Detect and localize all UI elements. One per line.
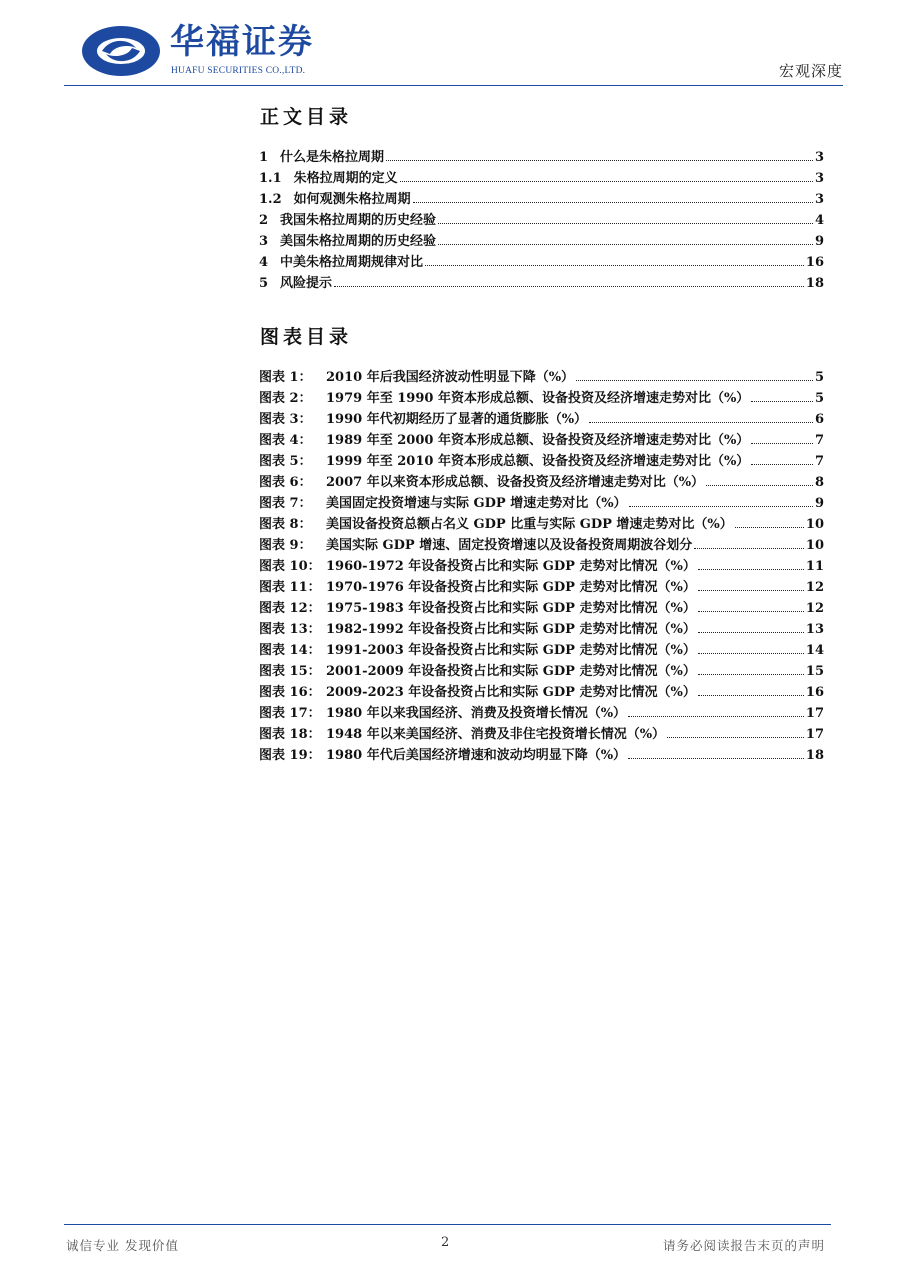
toc-entry-title: 什么是朱格拉周期 bbox=[280, 150, 385, 165]
figure-entry[interactable] bbox=[259, 618, 824, 639]
toc-entry-page: 18 bbox=[805, 276, 824, 291]
figure-entry-number: 图表 7： bbox=[259, 496, 312, 511]
figure-entry-leader-dots bbox=[576, 380, 813, 381]
figure-entry-number: 图表 3： bbox=[259, 412, 312, 427]
figure-entry-page: 6 bbox=[814, 412, 824, 427]
figure-entry-page: 11 bbox=[805, 559, 824, 574]
toc-entry-leader-dots bbox=[438, 244, 813, 245]
figure-entry-number: 图表 16： bbox=[259, 685, 321, 700]
figure-list bbox=[259, 366, 824, 765]
figure-entry-title: 1989 年至 2000 年资本形成总额、设备投资及经济增速走势对比（%） bbox=[326, 433, 750, 448]
figure-entry-number: 图表 6： bbox=[259, 475, 312, 490]
figure-entry-leader-dots bbox=[698, 611, 804, 612]
company-name: 华福证券 bbox=[170, 22, 314, 62]
figure-entry-leader-dots bbox=[694, 548, 804, 549]
toc-entry[interactable] bbox=[259, 167, 824, 188]
toc-entry-leader-dots bbox=[400, 181, 813, 182]
figure-entry[interactable] bbox=[259, 429, 824, 450]
figure-entry-leader-dots bbox=[629, 506, 813, 507]
figure-entry-leader-dots bbox=[628, 758, 804, 759]
figure-entry-number: 图表 18： bbox=[259, 727, 321, 742]
header-divider bbox=[64, 85, 843, 86]
toc-entry-leader-dots bbox=[438, 223, 813, 224]
toc-entry-number: 1.2 bbox=[259, 192, 282, 207]
figure-entry-leader-dots bbox=[751, 401, 813, 402]
toc-list bbox=[259, 146, 824, 293]
figure-entry[interactable] bbox=[259, 366, 824, 387]
figure-entry-page: 9 bbox=[814, 496, 824, 511]
toc-entry-title: 我国朱格拉周期的历史经验 bbox=[280, 213, 437, 228]
figure-entry-leader-dots bbox=[628, 716, 804, 717]
figure-entry-page: 16 bbox=[805, 685, 824, 700]
figure-entry-page: 7 bbox=[814, 433, 824, 448]
figure-entry-number: 图表 1： bbox=[259, 370, 312, 385]
figure-entry-leader-dots bbox=[698, 674, 804, 675]
figure-entry[interactable] bbox=[259, 555, 824, 576]
toc-entry-page: 3 bbox=[814, 171, 824, 186]
figure-entry-number: 图表 11： bbox=[259, 580, 321, 595]
figure-entry-title: 2007 年以来资本形成总额、设备投资及经济增速走势对比（%） bbox=[326, 475, 705, 490]
figure-entry-page: 18 bbox=[805, 748, 824, 763]
toc-entry-title: 风险提示 bbox=[280, 276, 333, 291]
figure-entry-leader-dots bbox=[589, 422, 813, 423]
figure-entry[interactable] bbox=[259, 660, 824, 681]
figure-entry-title: 1970-1976 年设备投资占比和实际 GDP 走势对比情况（%） bbox=[326, 580, 696, 595]
figure-entry[interactable] bbox=[259, 702, 824, 723]
figure-entry[interactable] bbox=[259, 492, 824, 513]
toc-entry[interactable] bbox=[259, 230, 824, 251]
toc-entry[interactable] bbox=[259, 146, 824, 167]
figure-entry-page: 7 bbox=[814, 454, 824, 469]
toc-entry-title: 朱格拉周期的定义 bbox=[293, 171, 398, 186]
figure-entry[interactable] bbox=[259, 387, 824, 408]
figure-entry-number: 图表 9： bbox=[259, 538, 312, 553]
figure-entry-number: 图表 2： bbox=[259, 391, 312, 406]
toc-entry-number: 3 bbox=[259, 234, 269, 249]
figure-entry-title: 1980 年以来我国经济、消费及投资增长情况（%） bbox=[326, 706, 627, 721]
figure-entry-title: 1991-2003 年设备投资占比和实际 GDP 走势对比情况（%） bbox=[326, 643, 696, 658]
toc-heading: 正文目录 bbox=[260, 106, 353, 128]
figure-entry-title: 2009-2023 年设备投资占比和实际 GDP 走势对比情况（%） bbox=[326, 685, 696, 700]
footer-divider bbox=[64, 1224, 831, 1225]
toc-entry[interactable] bbox=[259, 188, 824, 209]
toc-entry-title: 中美朱格拉周期规律对比 bbox=[280, 255, 424, 270]
figure-entry-title: 1975-1983 年设备投资占比和实际 GDP 走势对比情况（%） bbox=[326, 601, 696, 616]
figure-entry-page: 17 bbox=[805, 727, 824, 742]
figure-entry-title: 1948 年以来美国经济、消费及非住宅投资增长情况（%） bbox=[326, 727, 666, 742]
toc-entry-number: 4 bbox=[259, 255, 269, 270]
huafu-logo-icon bbox=[80, 24, 162, 78]
figure-entry-page: 5 bbox=[814, 391, 824, 406]
figure-entry[interactable] bbox=[259, 639, 824, 660]
figure-entry-number: 图表 5： bbox=[259, 454, 312, 469]
figure-entry-leader-dots bbox=[698, 632, 804, 633]
toc-entry-title: 美国朱格拉周期的历史经验 bbox=[280, 234, 437, 249]
figure-entry[interactable] bbox=[259, 681, 824, 702]
figure-entry-number: 图表 8： bbox=[259, 517, 312, 532]
figure-entry[interactable] bbox=[259, 513, 824, 534]
report-category: 宏观深度 bbox=[778, 62, 843, 80]
toc-entry-number: 5 bbox=[259, 276, 269, 291]
figure-entry-leader-dots bbox=[698, 569, 804, 570]
figure-entry-title: 1999 年至 2010 年资本形成总额、设备投资及经济增速走势对比（%） bbox=[326, 454, 750, 469]
figure-entry[interactable] bbox=[259, 576, 824, 597]
figure-entry[interactable] bbox=[259, 471, 824, 492]
figure-entry-page: 13 bbox=[805, 622, 824, 637]
figure-entry-number: 图表 4： bbox=[259, 433, 312, 448]
figure-entry-page: 10 bbox=[805, 517, 824, 532]
figure-entry[interactable] bbox=[259, 723, 824, 744]
figure-list-heading: 图表目录 bbox=[260, 326, 353, 348]
toc-entry-page: 9 bbox=[814, 234, 824, 249]
figure-entry-page: 8 bbox=[814, 475, 824, 490]
figure-entry-title: 2010 年后我国经济波动性明显下降（%） bbox=[326, 370, 575, 385]
figure-entry-page: 12 bbox=[805, 601, 824, 616]
figure-entry-number: 图表 15： bbox=[259, 664, 321, 679]
figure-entry[interactable] bbox=[259, 534, 824, 555]
figure-entry-title: 1960-1972 年设备投资占比和实际 GDP 走势对比情况（%） bbox=[326, 559, 696, 574]
toc-entry-page: 4 bbox=[814, 213, 824, 228]
toc-entry-leader-dots bbox=[413, 202, 813, 203]
figure-entry-leader-dots bbox=[706, 485, 813, 486]
toc-entry-leader-dots bbox=[386, 160, 813, 161]
toc-entry-number: 2 bbox=[259, 213, 269, 228]
figure-entry-number: 图表 17： bbox=[259, 706, 321, 721]
figure-entry-leader-dots bbox=[751, 443, 813, 444]
figure-entry-number: 图表 13： bbox=[259, 622, 321, 637]
figure-entry-number: 图表 12： bbox=[259, 601, 321, 616]
figure-entry[interactable] bbox=[259, 597, 824, 618]
figure-entry-page: 14 bbox=[805, 643, 824, 658]
figure-entry-leader-dots bbox=[698, 653, 804, 654]
toc-entry-title: 如何观测朱格拉周期 bbox=[293, 192, 411, 207]
toc-entry-page: 3 bbox=[814, 192, 824, 207]
figure-entry-number: 图表 19： bbox=[259, 748, 321, 763]
footer-slogan: 诚信专业 发现价值 bbox=[66, 1238, 179, 1253]
figure-entry-title: 美国实际 GDP 增速、固定投资增速以及设备投资周期波谷划分 bbox=[326, 538, 693, 553]
page-number: 2 bbox=[441, 1235, 450, 1250]
figure-entry-leader-dots bbox=[735, 527, 804, 528]
toc-entry[interactable] bbox=[259, 251, 824, 272]
figure-entry-title: 1980 年代后美国经济增速和波动均明显下降（%） bbox=[326, 748, 627, 763]
toc-entry-number: 1.1 bbox=[259, 171, 282, 186]
figure-entry-page: 5 bbox=[814, 370, 824, 385]
figure-entry-leader-dots bbox=[751, 464, 813, 465]
figure-entry-number: 图表 14： bbox=[259, 643, 321, 658]
footer-disclaimer: 请务必阅读报告末页的声明 bbox=[662, 1238, 825, 1253]
figure-entry-title: 2001-2009 年设备投资占比和实际 GDP 走势对比情况（%） bbox=[326, 664, 696, 679]
figure-entry[interactable] bbox=[259, 408, 824, 429]
figure-entry-page: 15 bbox=[805, 664, 824, 679]
figure-entry-title: 1982-1992 年设备投资占比和实际 GDP 走势对比情况（%） bbox=[326, 622, 696, 637]
toc-entry-page: 3 bbox=[814, 150, 824, 165]
company-name-en: HUAFU SECURITIES CO.,LTD. bbox=[171, 66, 306, 76]
figure-entry-page: 12 bbox=[805, 580, 824, 595]
toc-entry-number: 1 bbox=[259, 150, 269, 165]
figure-entry-leader-dots bbox=[698, 590, 804, 591]
figure-entry[interactable] bbox=[259, 450, 824, 471]
figure-entry-number: 图表 10： bbox=[259, 559, 321, 574]
figure-entry[interactable] bbox=[259, 744, 824, 765]
toc-entry-page: 16 bbox=[805, 255, 824, 270]
toc-entry-leader-dots bbox=[425, 265, 804, 266]
figure-entry-page: 17 bbox=[805, 706, 824, 721]
figure-entry-leader-dots bbox=[698, 695, 804, 696]
figure-entry-title: 美国固定投资增速与实际 GDP 增速走势对比（%） bbox=[326, 496, 627, 511]
figure-entry-title: 1990 年代初期经历了显著的通货膨胀（%） bbox=[326, 412, 588, 427]
figure-entry-title: 美国设备投资总额占名义 GDP 比重与实际 GDP 增速走势对比（%） bbox=[326, 517, 733, 532]
figure-entry-title: 1979 年至 1990 年资本形成总额、设备投资及经济增速走势对比（%） bbox=[326, 391, 750, 406]
toc-entry[interactable] bbox=[259, 272, 824, 293]
toc-entry-leader-dots bbox=[334, 286, 804, 287]
toc-entry[interactable] bbox=[259, 209, 824, 230]
figure-entry-leader-dots bbox=[667, 737, 804, 738]
figure-entry-page: 10 bbox=[805, 538, 824, 553]
